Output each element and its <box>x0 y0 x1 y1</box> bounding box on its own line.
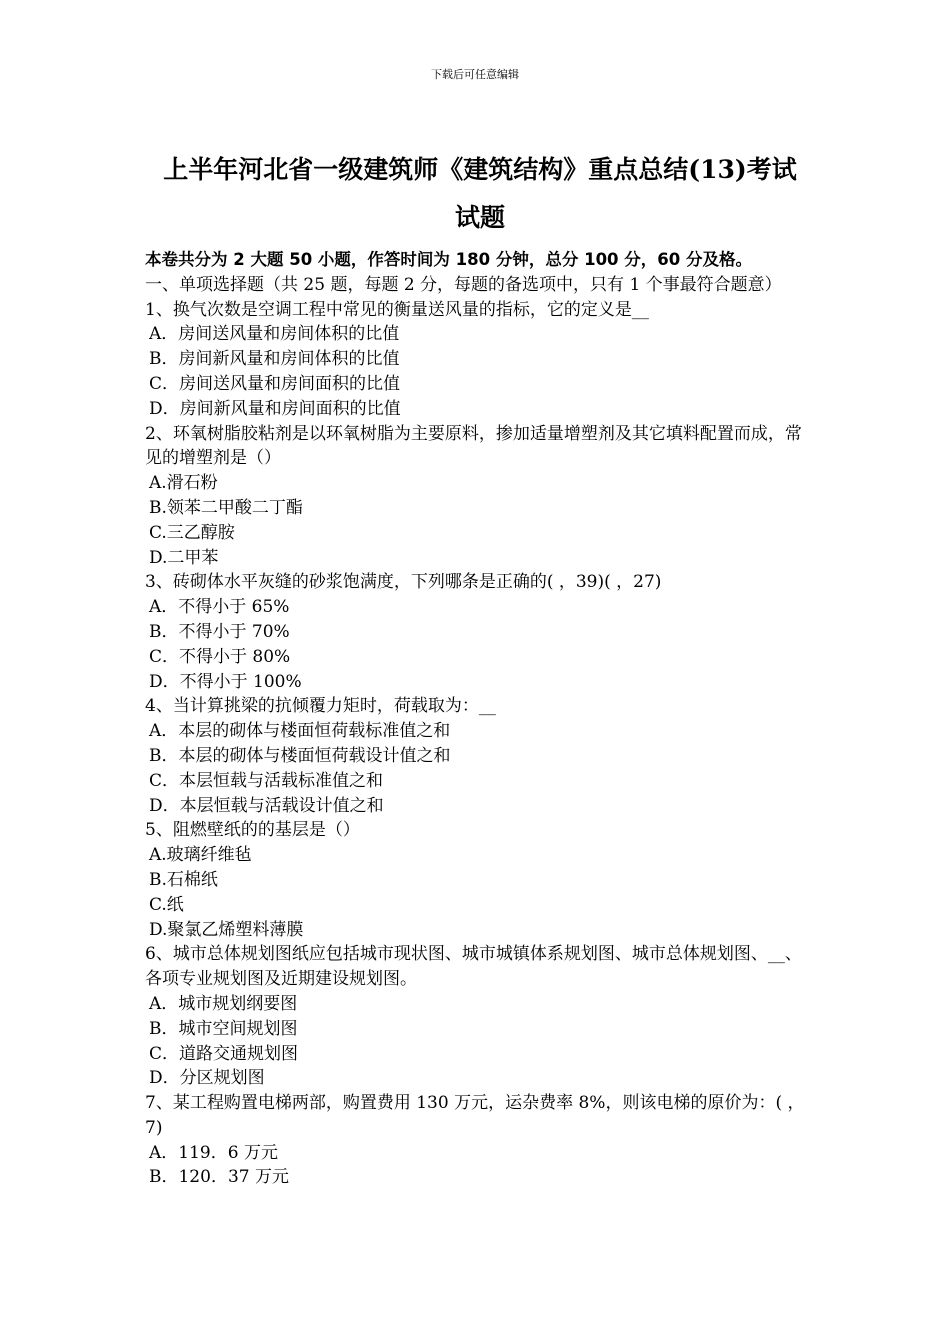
option-b: B.领苯二甲酸二丁酯 <box>149 497 303 518</box>
title-line-1: 上半年河北省一级建筑师《建筑结构》重点总结(13)考试 <box>163 155 797 184</box>
option-c: C.三乙醇胺 <box>149 522 235 543</box>
title-line-2: 试题 <box>454 203 505 232</box>
option-b: B．120．37 万元 <box>149 1167 289 1188</box>
question-6 <box>145 942 815 1091</box>
question-2 <box>145 422 815 571</box>
option-d: D．房间新风量和房间面积的比值 <box>149 398 401 419</box>
option-a: A．不得小于 65% <box>149 597 290 618</box>
option-d: D．不得小于 100% <box>149 671 302 692</box>
question-7 <box>145 1091 815 1190</box>
option-d: D.聚氯乙烯塑料薄膜 <box>149 919 304 940</box>
question-5 <box>145 818 815 942</box>
option-b: B．本层的砌体与楼面恒荷载设计值之和 <box>149 745 451 766</box>
option-b: B.石棉纸 <box>149 869 218 890</box>
section-heading: 一、单项选择题（共 25 题，每题 2 分，每题的备选项中，只有 1 个事最符合题意） <box>145 274 782 295</box>
question-stem: 3、砖砌体水平灰缝的砂浆饱满度，下列哪条是正确的( ，39)( ，27) <box>145 572 662 593</box>
option-c: C．道路交通规划图 <box>149 1043 299 1064</box>
question-stem: 4、当计算挑梁的抗倾覆力矩时，荷载取为：__ <box>145 696 496 717</box>
option-a: A．房间送风量和房间体积的比值 <box>149 324 400 345</box>
option-a: A．本层的砌体与楼面恒荷载标准值之和 <box>149 721 451 742</box>
option-a: A．城市规划纲要图 <box>149 993 298 1014</box>
option-b: B．房间新风量和房间体积的比值 <box>149 349 400 370</box>
exam-content <box>145 248 815 1190</box>
document-title <box>150 146 810 242</box>
question-1 <box>145 298 815 422</box>
question-4 <box>145 694 815 818</box>
option-c: C．不得小于 80% <box>149 646 291 667</box>
question-stem: 6、城市总体规划图纸应包括城市现状图、城市城镇体系规划图、城市总体规划图、__、各项专业规划图及近期建设规划图。 <box>145 944 802 990</box>
option-a: A．119．6 万元 <box>149 1142 278 1163</box>
question-stem: 5、阻燃壁纸的的基层是（） <box>145 820 360 841</box>
option-c: C．本层恒载与活载标准值之和 <box>149 770 384 791</box>
option-c: C．房间送风量和房间面积的比值 <box>149 373 401 394</box>
question-stem: 2、环氧树脂胶粘剂是以环氧树脂为主要原料，掺加适量增塑剂及其它填料配置而成，常见的增塑剂是（） <box>145 423 802 469</box>
question-stem: 1、换气次数是空调工程中常见的衡量送风量的指标，它的定义是__ <box>145 299 649 320</box>
option-d: D．本层恒载与活载设计值之和 <box>149 795 384 816</box>
option-b: B．城市空间规划图 <box>149 1018 298 1039</box>
question-stem: 7、某工程购置电梯两部，购置费用 130 万元，运杂费率 8%，则该电梯的原价为：( ，7) <box>145 1093 805 1138</box>
question-3 <box>145 570 815 694</box>
option-c: C.纸 <box>149 894 184 915</box>
option-b: B．不得小于 70% <box>149 621 290 642</box>
header-note: 下载后可任意编辑 <box>431 68 519 81</box>
exam-intro: 本卷共分为 2 大题 50 小题，作答时间为 180 分钟，总分 100 分，60 分及格。 <box>145 250 752 269</box>
option-a: A.滑石粉 <box>149 473 218 494</box>
option-d: D.二甲苯 <box>149 547 219 568</box>
option-d: D．分区规划图 <box>149 1068 265 1089</box>
option-a: A.玻璃纤维毡 <box>149 845 252 866</box>
